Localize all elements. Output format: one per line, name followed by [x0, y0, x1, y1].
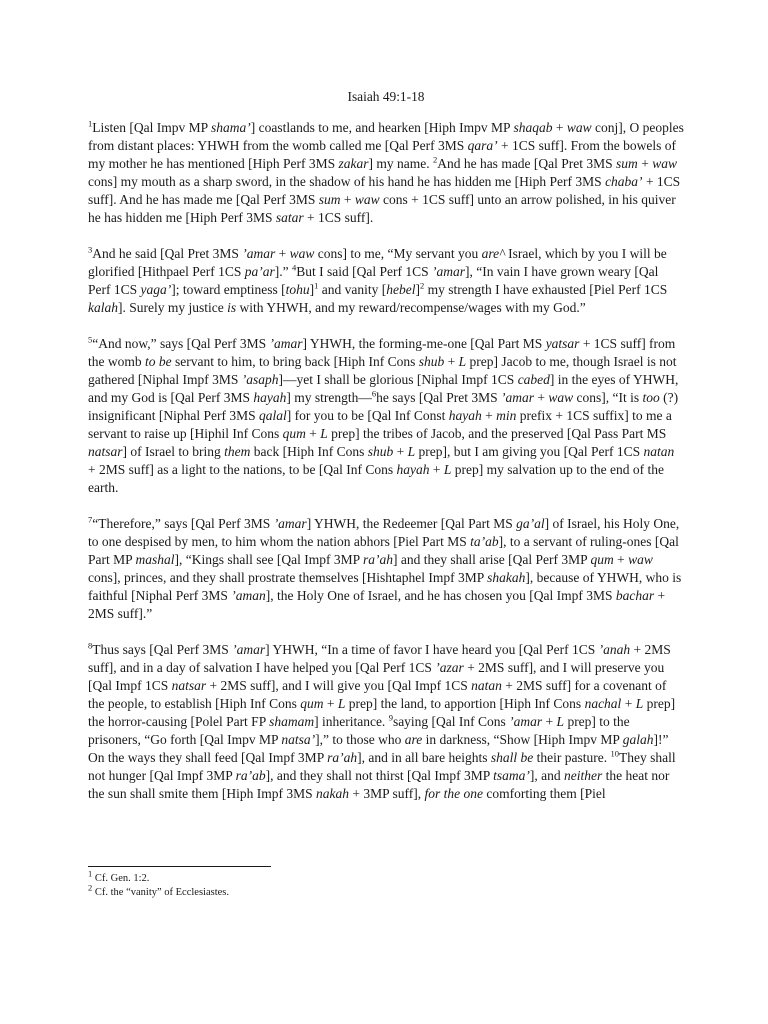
italic-term: hebel	[386, 282, 416, 297]
italic-term: are	[404, 732, 423, 747]
footnote-separator	[88, 866, 271, 867]
italic-term: ’amar	[509, 714, 543, 729]
footnote: $^2$ Cf. the “vanity” of Ecclesiastes.	[88, 882, 229, 898]
italic-term: hayah	[253, 390, 287, 405]
italic-term: waw	[548, 390, 574, 405]
italic-term: shub	[418, 354, 445, 369]
footnote: $^1$ Cf. Gen. 1:2.	[88, 868, 150, 884]
italic-term: qara’	[467, 138, 498, 153]
italic-term: ’aman	[231, 588, 266, 603]
italic-term: qum	[300, 696, 324, 711]
italic-term: L	[407, 444, 416, 459]
italic-term: for the one	[424, 786, 483, 801]
italic-term: cabed	[517, 372, 550, 387]
verse-number: 2	[432, 154, 438, 165]
italic-term: chaba’	[605, 174, 643, 189]
italic-term: them	[224, 444, 251, 459]
italic-term: ’amar	[431, 264, 465, 279]
italic-term: pa’ar	[244, 264, 275, 279]
italic-term: too	[642, 390, 660, 405]
italic-term: nachal	[584, 696, 622, 711]
italic-term: waw	[354, 192, 380, 207]
italic-term: ’azar	[435, 660, 464, 675]
footnote-number: 2	[88, 882, 93, 893]
italic-term: shakah	[487, 570, 526, 585]
verse-paragraph: $^1$Listen [Qal Impv MP shama’] coastlands to me, and hearken [Hiph Impv MP shaqab + waw conj], O peoples from distant places: YHWH from the womb called me [Qal Perf 3MS qara’ + 1CS suff]. From the bowels of my mother he has mentioned [Hiph Perf 3MS zakar] my name. $^2$And he has made [Qal Pret 3MS sum + waw cons] my mouth as a sharp sword, in the shadow of his hand he has hidden me [Hiph Perf 3MS chaba’ + 1CS suff]. And he has made me [Qal Perf 3MS sum + waw cons + 1CS suff] unto an arrow polished, in his quiver he has hidden me [Hiph Perf 3MS satar + 1CS suff].	[88, 118, 684, 225]
document-page	[88, 88, 684, 803]
verse-number: 2	[420, 280, 425, 291]
italic-term: min	[496, 408, 517, 423]
verse-number: 6	[371, 388, 377, 399]
italic-term: shall be	[490, 750, 534, 765]
italic-term: sum	[318, 192, 341, 207]
italic-term: ra’ah	[363, 552, 393, 567]
italic-term: ’amar	[273, 516, 307, 531]
italic-term: shub	[367, 444, 394, 459]
italic-term: waw	[566, 120, 592, 135]
italic-term: yaga’	[140, 282, 172, 297]
italic-term: L	[320, 426, 328, 441]
footnotes	[88, 868, 684, 900]
verse-number: 3	[88, 244, 93, 255]
italic-term: kalah	[88, 300, 118, 315]
page-title: Isaiah 49:1-18	[347, 89, 425, 104]
italic-term: qum	[282, 426, 306, 441]
italic-term: L	[635, 696, 644, 711]
verse-number: 4	[291, 262, 297, 273]
italic-term: qum	[590, 552, 614, 567]
italic-term: waw	[289, 246, 315, 261]
italic-term: shamam	[269, 714, 315, 729]
italic-term: L	[443, 462, 452, 477]
italic-term: bachar	[615, 588, 655, 603]
italic-term: ta’ab	[470, 534, 499, 549]
italic-term: nakah	[315, 786, 349, 801]
body-text	[88, 119, 684, 803]
italic-term: waw	[652, 156, 677, 171]
italic-term: ga’al	[516, 516, 545, 531]
italic-term: L	[458, 354, 467, 369]
verse-paragraph: $^5$“And now,” says [Qal Perf 3MS ’amar] YHWH, the forming-me-one [Qal Part MS yatsar + 1CS suff] from the womb to be servant to him, to bring back [Hiph Inf Cons shub + L prep] Jacob to me, though Israel is not gathered [Niphal Impf 3MS ’asaph]—yet I shall be glorious [Niphal Impf 1CS cabed] in the eyes of YHWH, and my God is [Qal Perf 3MS hayah] my strength—$^6$he says [Qal Pret 3MS ’amar + waw cons], “It is too (?) insignificant [Niphal Perf 3MS qalal] for you to be [Qal Inf Const hayah + min prefix + 1CS suffix] to me a servant to raise up [Hiphil Inf Cons qum + L prep] the tribes of Jacob, and the preserved [Qal Pass Part MS natsar] of Israel to bring them back [Hiph Inf Cons shub + L prep], but I am giving you [Qal Perf 1CS natan + 2MS suff] as a light to the nations, to be [Qal Inf Cons hayah + L prep] my salvation up to the end of the earth.	[88, 334, 679, 495]
italic-term: L	[556, 714, 565, 729]
italic-term: satar	[275, 210, 304, 225]
verse-number: 8	[88, 640, 93, 651]
italic-term: yatsar	[545, 336, 580, 351]
italic-term: is	[227, 300, 237, 315]
italic-term: ’amar	[242, 246, 276, 261]
italic-term: tsama’	[493, 768, 530, 783]
italic-term: ’asaph	[241, 372, 279, 387]
italic-term: neither	[563, 768, 603, 783]
italic-term: ’anah	[598, 642, 631, 657]
verse-number: 7	[88, 514, 93, 525]
verse-paragraph: $^8$Thus says [Qal Perf 3MS ’amar] YHWH, “In a time of favor I have heard you [Qal Perf 1CS ’anah + 2MS suff], and in a day of salvation I have helped you [Qal Perf 1CS ’azar + 2MS suff], and I will preserve you [Qal Impf 1CS natsar + 2MS suff], and I will give you [Qal Impf 1CS natan + 2MS suff] for a covenant of the people, to establish [Hiph Inf Cons qum + L prep] the land, to apportion [Hiph Inf Cons nachal + L prep] the horror-causing [Polel Part FP shamam] inheritance. $^9$saying [Qal Inf Cons ’amar + L prep] to the prisoners, “Go forth [Qal Impv MP natsa’],” to those who are in darkness, “Show [Hiph Impv MP galah]!” On the ways they shall feed [Qal Impf 3MP ra’ah], and in all bare heights shall be their pasture. $^{10}$They shall not hunger [Qal Impf 3MP ra’ab], and they shall not thirst [Qal Impf 3MP tsama’], and neither the heat nor the sun shall smite them [Hiph Impf 3MS nakah + 3MP suff], for the one comforting them [Piel	[88, 640, 676, 801]
italic-term: qalal	[258, 408, 287, 423]
verse-paragraph: $^7$“Therefore,” says [Qal Perf 3MS ’amar] YHWH, the Redeemer [Qal Part MS ga’al] of Israel, his Holy One, to one despised by men, to him whom the nation abhors [Piel Part MS ta’ab], to a servant of ruling-ones [Qal Part MP mashal], “Kings shall see [Qal Impf 3MP ra’ah] and they shall arise [Qal Perf 3MP qum + waw cons], princes, and they shall prostrate themselves [Hishtaphel Impf 3MP shakah], because of YHWH, who is faithful [Niphal Perf 3MS ’aman], the Holy One of Israel, and he has chosen you [Qal Impf 3MS bachar + 2MS suff].”	[88, 514, 682, 621]
italic-term: sum	[616, 156, 638, 171]
italic-term: L	[337, 696, 346, 711]
verse-number: 10	[610, 748, 620, 759]
italic-term: ra’ah	[327, 750, 358, 765]
italic-term: natsa’	[281, 732, 316, 747]
italic-term: galah	[622, 732, 654, 747]
italic-term: waw	[628, 552, 653, 567]
verse-number: 1	[314, 280, 319, 291]
italic-term: hayah	[396, 462, 430, 477]
italic-term: ’amar	[269, 336, 303, 351]
italic-term: to be	[145, 354, 172, 369]
italic-term: tohu	[285, 282, 310, 297]
italic-term: shaqab	[513, 120, 553, 135]
italic-term: hayah	[448, 408, 482, 423]
italic-term: are^	[481, 246, 505, 261]
italic-term: shama’	[211, 120, 251, 135]
italic-term: mashal	[135, 552, 175, 567]
verse-paragraph: $^3$And he said [Qal Pret 3MS ’amar + waw cons] to me, “My servant you are^ Israel, which by you I will be glorified [Hithpael Perf 1CS pa’ar].” $^4$But I said [Qal Perf 1CS ’amar], “In vain I have grown weary [Qal Perf 1CS yaga’]; toward emptiness [tohu]$^1$ and vanity [hebel]$^2$ my strength I have exhausted [Piel Perf 1CS kalah]. Surely my justice is with YHWH, and my reward/recompense/wages with my God.”	[88, 244, 668, 315]
italic-term: ’amar	[232, 642, 266, 657]
italic-term: zakar	[338, 156, 369, 171]
italic-term: ’amar	[501, 390, 534, 405]
verse-number: 9	[388, 712, 393, 723]
italic-term: natsar	[88, 444, 123, 459]
verse-number: 1	[88, 118, 93, 129]
italic-term: ra’ab	[235, 768, 266, 783]
verse-number: 5	[88, 334, 93, 345]
italic-term: natan	[471, 678, 502, 693]
footnote-number: 1	[88, 868, 93, 879]
italic-term: natan	[643, 444, 675, 459]
italic-term: natsar	[171, 678, 207, 693]
